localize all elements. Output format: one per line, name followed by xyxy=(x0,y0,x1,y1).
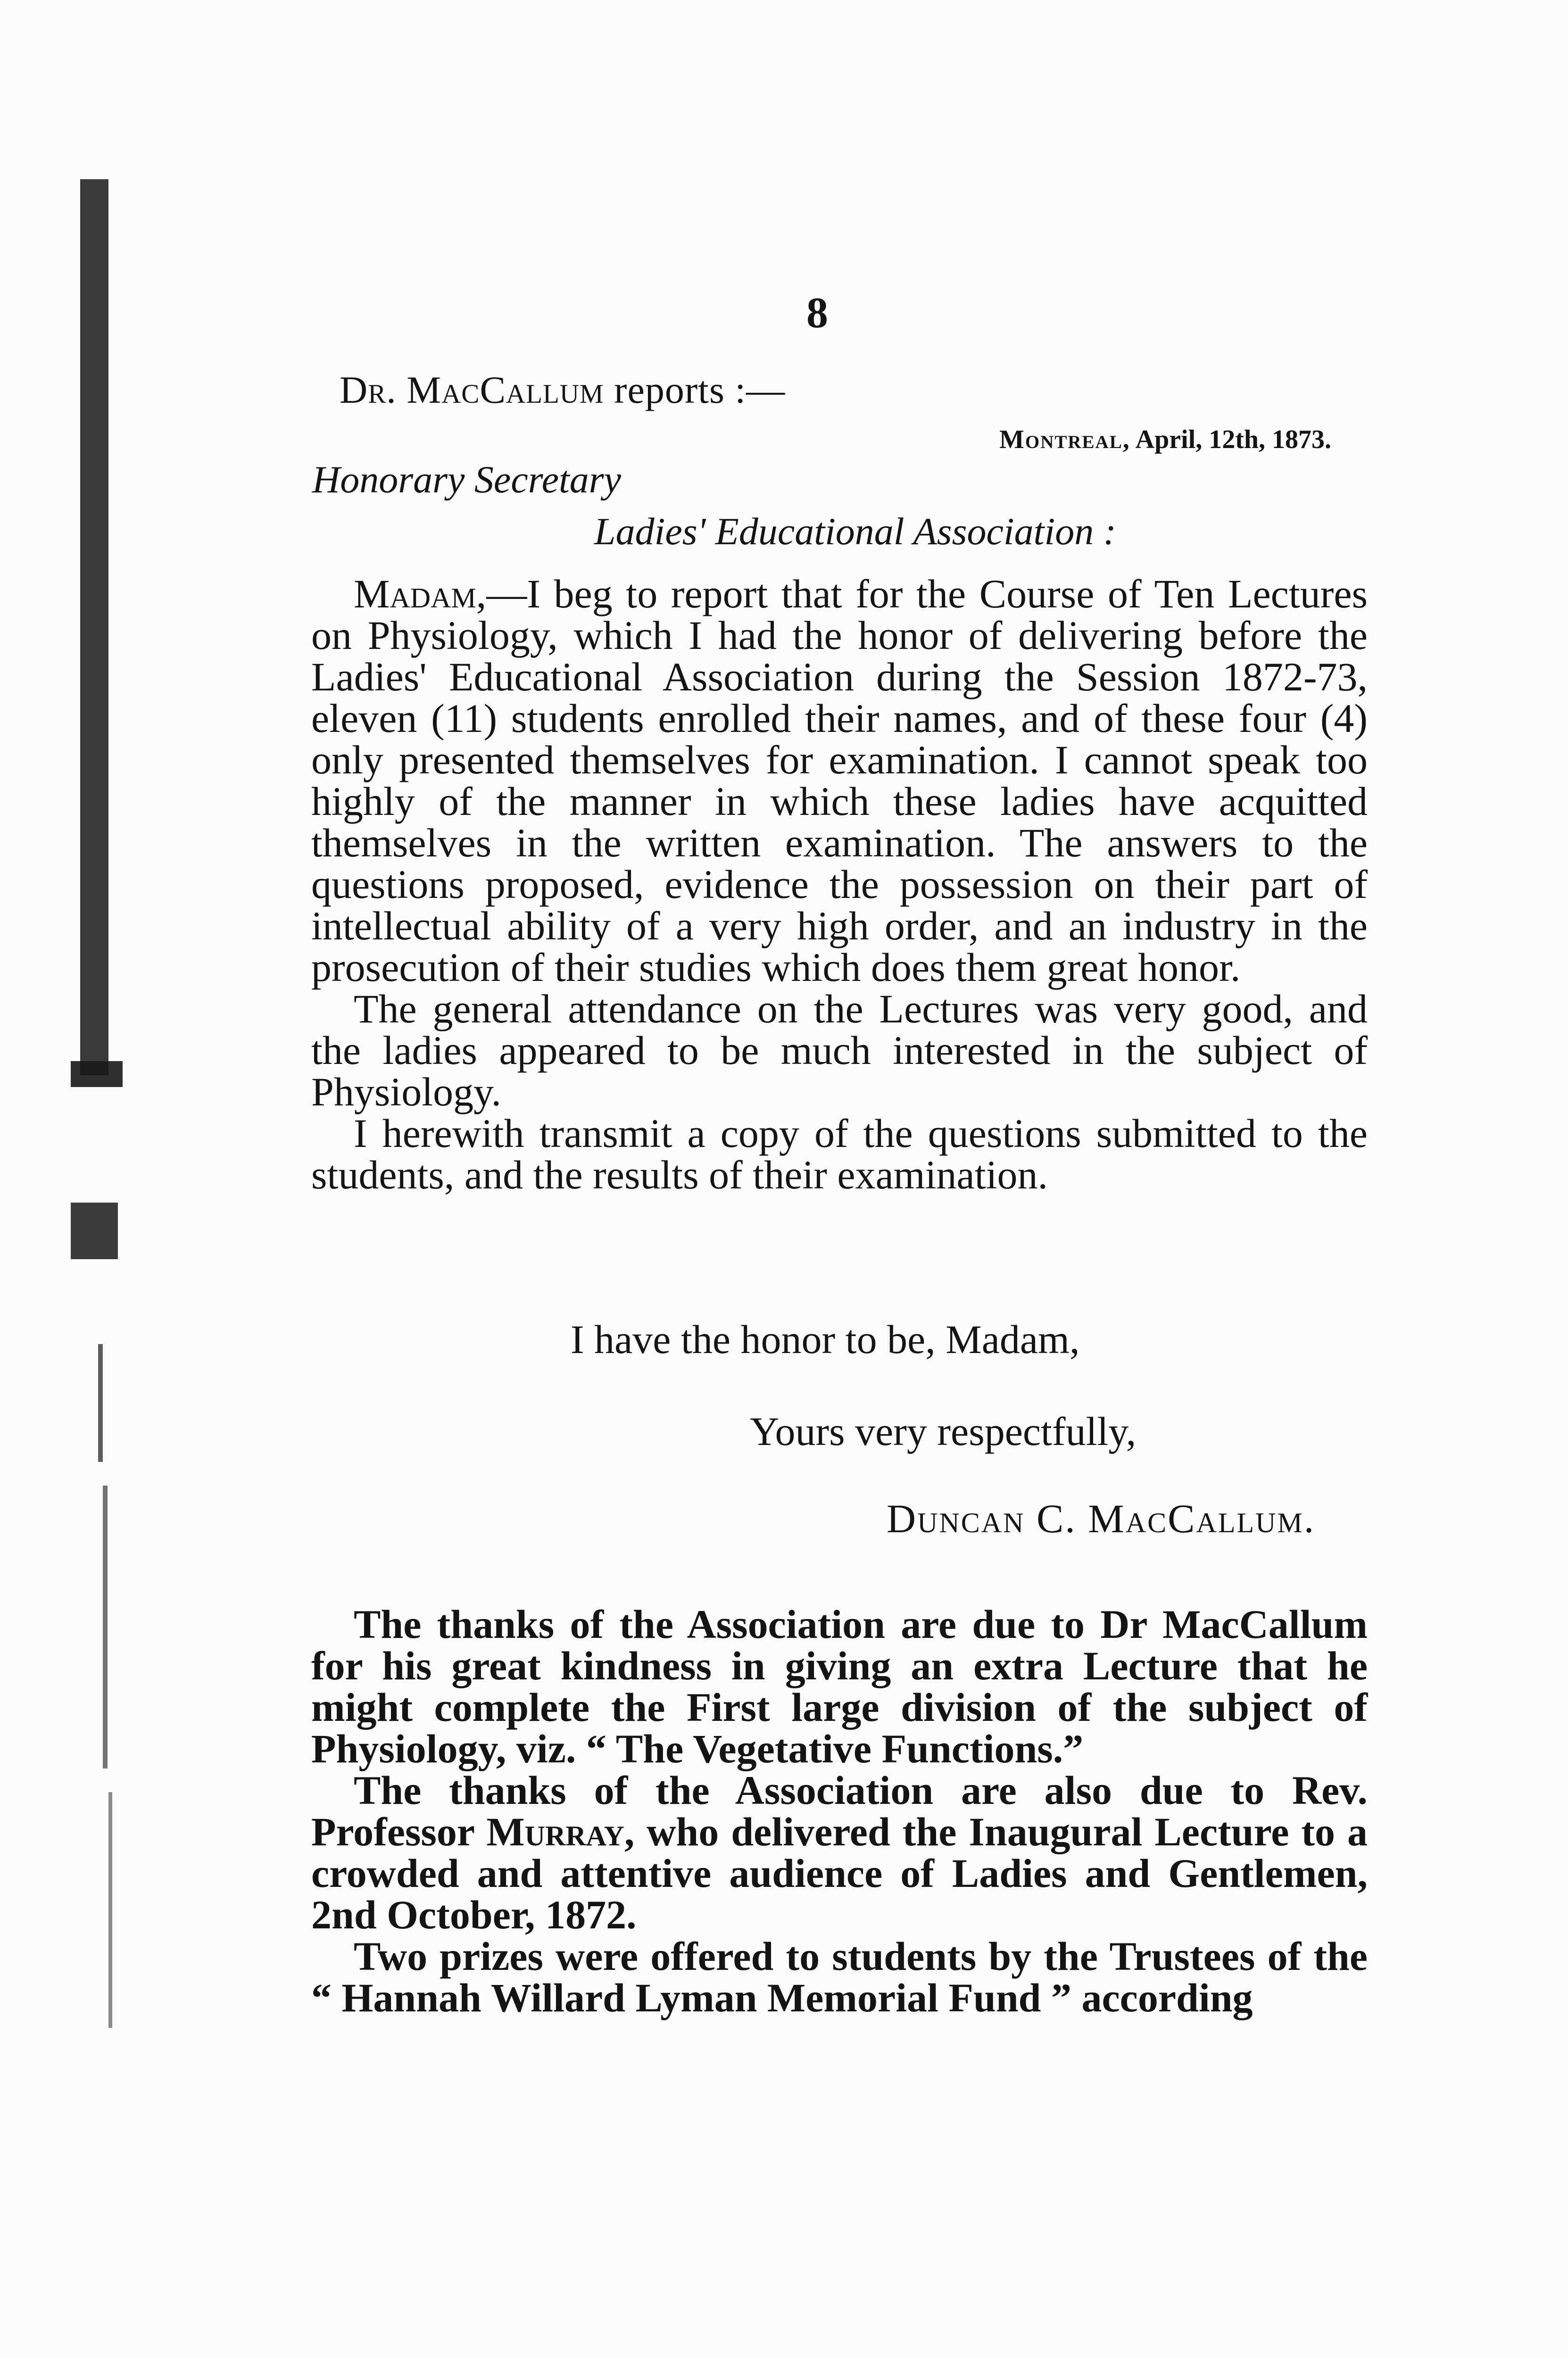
dateline xyxy=(999,424,1331,455)
thanks-section xyxy=(311,1603,1368,2018)
scan-edge-mark xyxy=(108,1792,112,2028)
closing-yours: Yours very respectfully, xyxy=(750,1409,1137,1454)
thanks-paragraph: Two prizes were offered to students by the Trustees of the “ Hannah Willard Lyman Memorial Fund ” according xyxy=(311,1934,1368,2020)
letter-body xyxy=(311,573,1368,1196)
scan-edge-mark xyxy=(103,1486,108,1768)
letter-paragraph: I herewith transmit a copy of the questions submitted to the students, and the results of their examination. xyxy=(311,1111,1368,1197)
scan-edge-mark xyxy=(71,1061,123,1087)
dateline-date: April, 12th, 1873. xyxy=(1130,425,1331,454)
addressee-title: Honorary Secretary xyxy=(312,458,622,501)
report-author: Dr. MacCallum xyxy=(340,368,604,411)
letter-paragraph: Madam,—I beg to report that for the Course of Ten Lectures on Physiology, which I had the honor of delivering before the Ladies' Educational Association during the Session 1872-73, eleven (11) students enrolled their names, and of these four (4) only presented themselves for examination. I cannot speak too highly of the manner in which these ladies have acquitted themselves in the written examination. The answers to the questions proposed, evidence the possession on their part of intellectual ability of a very high order, and an industry in the prosecution of their studies which does them great honor. xyxy=(311,571,1368,990)
thanks-paragraph: The thanks of the Association are also due to Rev. Professor Murray, who delivered the Inaugural Lecture to a crowded and attentive audience of Ladies and Gentlemen, 2nd October, 1872. xyxy=(311,1768,1368,1937)
thanks-paragraph: The thanks of the Association are due to Dr MacCallum for his great kindness in giving an extra Lecture that he might complete the First large division of the subject of Physiology, viz. “ The Vegetative Functions.” xyxy=(311,1602,1368,1771)
letter-salutation: Madam, xyxy=(354,571,487,616)
scan-edge-mark xyxy=(98,1344,103,1462)
signature: Duncan C. MacCallum. xyxy=(887,1496,1316,1541)
report-heading xyxy=(340,368,785,412)
scan-edge-mark xyxy=(71,1203,118,1259)
scan-edge-mark xyxy=(80,179,108,1075)
page-number: 8 xyxy=(806,289,828,337)
professor-name: Murray xyxy=(486,1809,624,1854)
addressee-organization: Ladies' Educational Association : xyxy=(594,510,1117,553)
dateline-place: Montreal, xyxy=(999,425,1130,454)
letter-paragraph: The general attendance on the Lectures was very good, and the ladies appeared to be much interested in the subject of Physiology. xyxy=(311,986,1368,1114)
closing-honor: I have the honor to be, Madam, xyxy=(571,1317,1080,1362)
report-heading-suffix: reports :— xyxy=(604,368,786,411)
